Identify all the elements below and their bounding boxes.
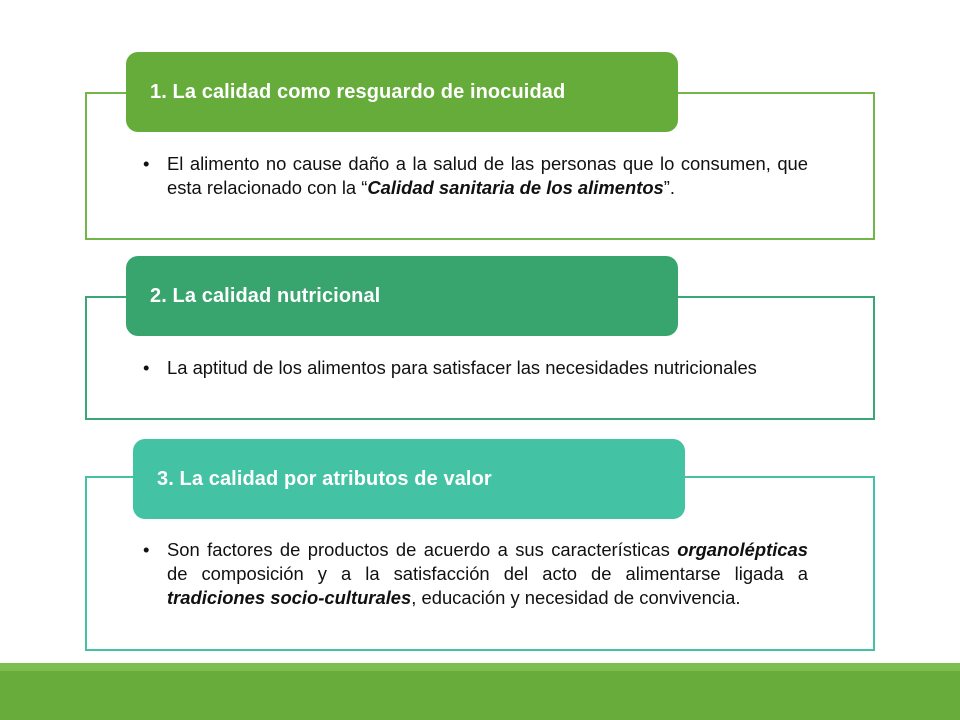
section-2-text: La aptitud de los alimentos para satisfacer las necesidades nutricionales — [167, 357, 757, 378]
section-3-title: 3. La calidad por atributos de valor — [157, 467, 492, 490]
section-3-emphasis-1: organolépticas — [677, 539, 808, 560]
bullet-marker: • — [143, 153, 150, 174]
section-1-header — [126, 52, 678, 132]
section-3-header — [133, 439, 685, 519]
footer-band-highlight — [0, 663, 960, 671]
section-1-text-end: ”. — [663, 177, 676, 198]
section-2-title: 2. La calidad nutricional — [150, 284, 381, 307]
section-1-body — [143, 152, 808, 200]
section-3-text-middle: de composición y a la satisfacción del acto de alimentarse ligada a — [167, 563, 808, 584]
section-3-body — [143, 538, 808, 610]
section-2-header — [126, 256, 678, 336]
section-1-text: El alimento no cause daño a la salud de las personas que lo consumen, que esta relacionado con la “ — [167, 153, 808, 198]
section-3-text-end: , educación y necesidad de convivencia. — [411, 587, 741, 608]
bullet-marker: • — [143, 539, 150, 560]
section-3-emphasis-2: tradiciones socio-culturales — [167, 587, 412, 608]
section-1-emphasis: Calidad sanitaria de los alimentos — [367, 177, 664, 198]
footer-band — [0, 663, 960, 720]
section-1-title: 1. La calidad como resguardo de inocuidad — [150, 80, 566, 103]
bullet-marker: • — [143, 357, 150, 378]
section-3-text: Son factores de productos de acuerdo a sus características — [167, 539, 678, 560]
section-2-body — [143, 356, 808, 380]
